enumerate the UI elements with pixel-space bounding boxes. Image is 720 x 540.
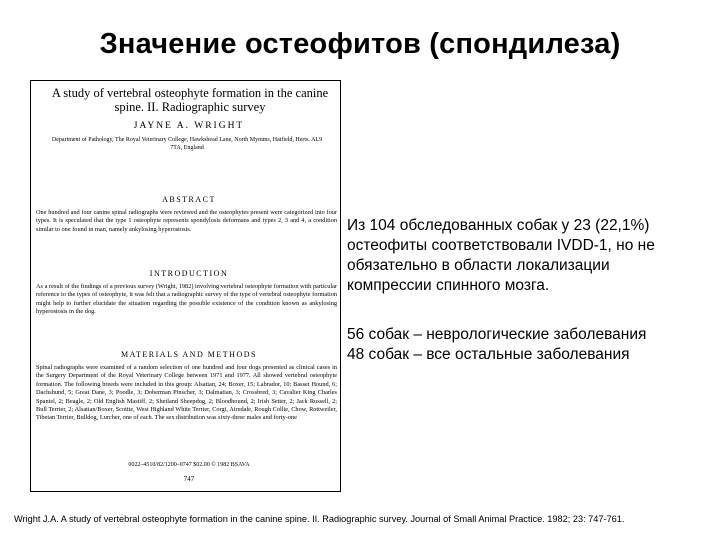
paper-author: JAYNE A. WRIGHT: [133, 121, 245, 131]
paper-footer-code: 0022–4510/82/1200–0747 $02.00 © 1982 BSAVA: [128, 462, 250, 468]
paper-excerpt-image: [30, 80, 341, 492]
abstract-heading: ABSTRACT: [162, 195, 216, 204]
abstract-text: One hundred and four canine spinal radiographs were reviewed and the osteophytes present were categorized into four types. It is speculated that the type 1 osteophyte represents spondylosis deformans and types 2, 3 and 4, a condition similar to one found in man, namely ankylosing hyperostosis.: [36, 209, 337, 233]
introduction-text: As a result of the findings of a previous survey (Wright, 1982) involving vertebral osteophyte formation with particular reference to the types of osteophyte, it was felt that a radiographic survey of the type of vertebral osteophyte formation might help to further elucidate the situation regarding the possible existence of the condition known as ankylosing hyperostosis in the dog.: [36, 283, 337, 316]
group-other: 48 собак – все остальные заболевания: [347, 346, 630, 363]
methods-text: Spinal radiographs were examined of a random selection of one hundred and four dogs presented as clinical cases in the Surgery Department of the Royal Veterinary College between 1971 and 1977. All showed vertebral osteophyte formation. The following breeds were included in this group: Alsatian, 24; Boxer, 15; Labrador, 10; Basset Hound, 6; Dachshund, 5; Great Dane, 3; Poodle, 3; Doberman Pinscher, 3; Dalmatian, 3; Crossbred, 3; Cavalier King Charles Spaniel, 2; Beagle, 2; Old English Mastiff, 2; Shetland Sheepdog, 2; Bloodhound, 2; Irish Setter, 2; Jack Russell, 2; Bull Terrier, 2; Alsatian/Boxer, Scottie, West Highland White Terrier, Corgi, Airedale, Rough Collie, Chow, Rottweiler, Tibetan Terrier, Bulldog, Lurcher, one of each. The sex distribution was sixty-three males and forty-one: [36, 364, 337, 422]
finding-text: Из 104 обследованных собак у 23 (22,1%) остеофиты соответствовали IVDD-1, но не обязательно в области локализации компрессии спинного мозга.: [347, 217, 655, 294]
citation: Wright J.A. A study of vertebral osteophyte formation in the canine spine. II. Radiographic survey. Journal of Small Animal Practice. 1982; 23: 747-761.: [14, 514, 625, 524]
group-neurological: 56 собак – неврологические заболевания: [347, 326, 647, 343]
introduction-heading: INTRODUCTION: [149, 269, 229, 278]
group-breakdown: [347, 325, 692, 365]
methods-heading: MATERIALS AND METHODS: [121, 350, 257, 359]
paper-title: A study of vertebral osteophyte formation in the canine spine. II. Radiographic survey: [51, 86, 329, 114]
paper-page-number: 747: [183, 475, 195, 483]
slide-title: Значение остеофитов (спондилеза): [99, 28, 621, 60]
paper-affiliation: Department of Pathology, The Royal Veterinary College, Hawkshead Lane, North Mymms, Hatfield, Herts. AL9 7TA, England: [51, 137, 323, 151]
